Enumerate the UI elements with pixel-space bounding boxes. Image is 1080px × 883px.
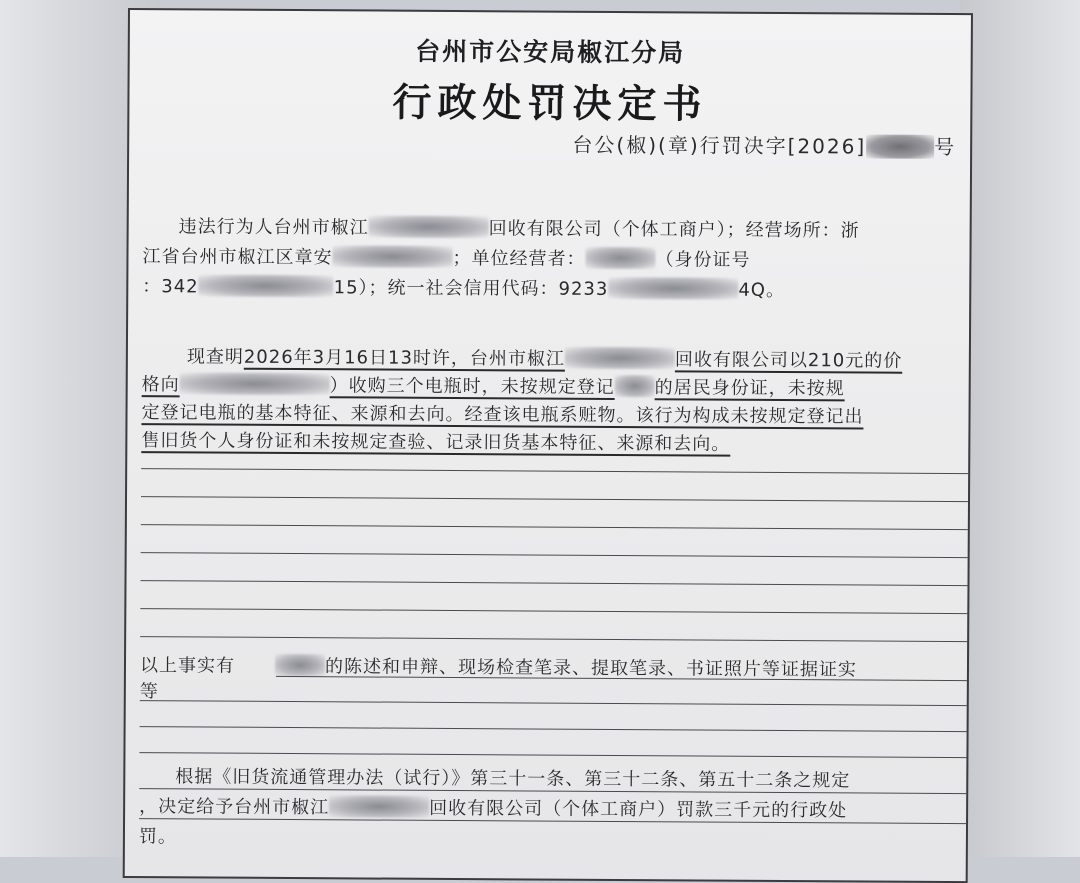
redacted-mark [332, 245, 452, 268]
redacted-mark [615, 375, 655, 397]
basis-line-3: 罚。 [138, 826, 178, 848]
document-number [572, 129, 956, 160]
redacted-mark [866, 135, 934, 159]
facts-line-4: 售旧货个人身份证和未按规定查验、记录旧货基本特征、来源和去向。 [141, 430, 731, 455]
ruled-line [140, 726, 967, 732]
redacted-mark [608, 277, 738, 300]
background-right [960, 0, 1080, 857]
issuing-authority-title: 台州市公安局椒江分局 [415, 36, 686, 68]
ruled-line [140, 580, 967, 586]
document-number-suffix: 号 [934, 134, 957, 160]
ruled-line [141, 496, 968, 502]
basis-line-2: ，决定给予台州市椒江 回收有限公司（个体工商户）罚款三千元的行政处 [139, 796, 848, 822]
ruled-line [141, 524, 968, 530]
document-number-prefix: 台公(椒)(章)行罚决字[2026] [572, 132, 867, 159]
ruled-line [139, 752, 966, 758]
redacted-mark [275, 654, 325, 676]
ruled-line [140, 608, 967, 614]
facts-line-2: 格向 ）收购三个电瓶时，未按规定登记 的居民身份证，未按规 [141, 374, 845, 400]
party-line-3: ：342 15）；统一社会信用代码：9233 4Q。 [142, 276, 786, 302]
ruled-line [141, 468, 968, 474]
redacted-mark [369, 215, 489, 238]
facts-line-1: 现查明2026年3月16日13时许，台州市椒江 回收有限公司以210元的价 [186, 346, 903, 372]
redacted-mark [180, 372, 330, 395]
party-line-2: 江省台州市椒江区章安 ；单位经营者： （身份证号 [142, 246, 751, 271]
evidence-line-2: 等 [139, 681, 159, 703]
party-line-1: 违法行为人台州市椒江 回收有限公司（个体工商户）；经营场所：浙 [178, 216, 860, 242]
penalty-document-sheet [123, 8, 973, 883]
redacted-mark [199, 274, 334, 297]
ruled-line [140, 636, 967, 642]
document-title: 行政处罚决定书 [392, 79, 708, 128]
ruled-line [141, 552, 968, 558]
redacted-mark [585, 247, 655, 269]
facts-line-3: 定登记电瓶的基本特征、来源和去向。经查该电瓶系赃物。该行为构成未按规定登记出 [141, 402, 864, 428]
redacted-mark [329, 795, 429, 818]
redacted-mark [565, 347, 675, 370]
evidence-line-1: 以上事实有 的陈述和申辩、现场检查笔录、提取笔录、书证照片等证据证实 [139, 655, 858, 681]
basis-line-1: 根据《旧货流通管理办法（试行）》第三十一条、第三十二条、第五十二条之规定 [175, 766, 851, 792]
